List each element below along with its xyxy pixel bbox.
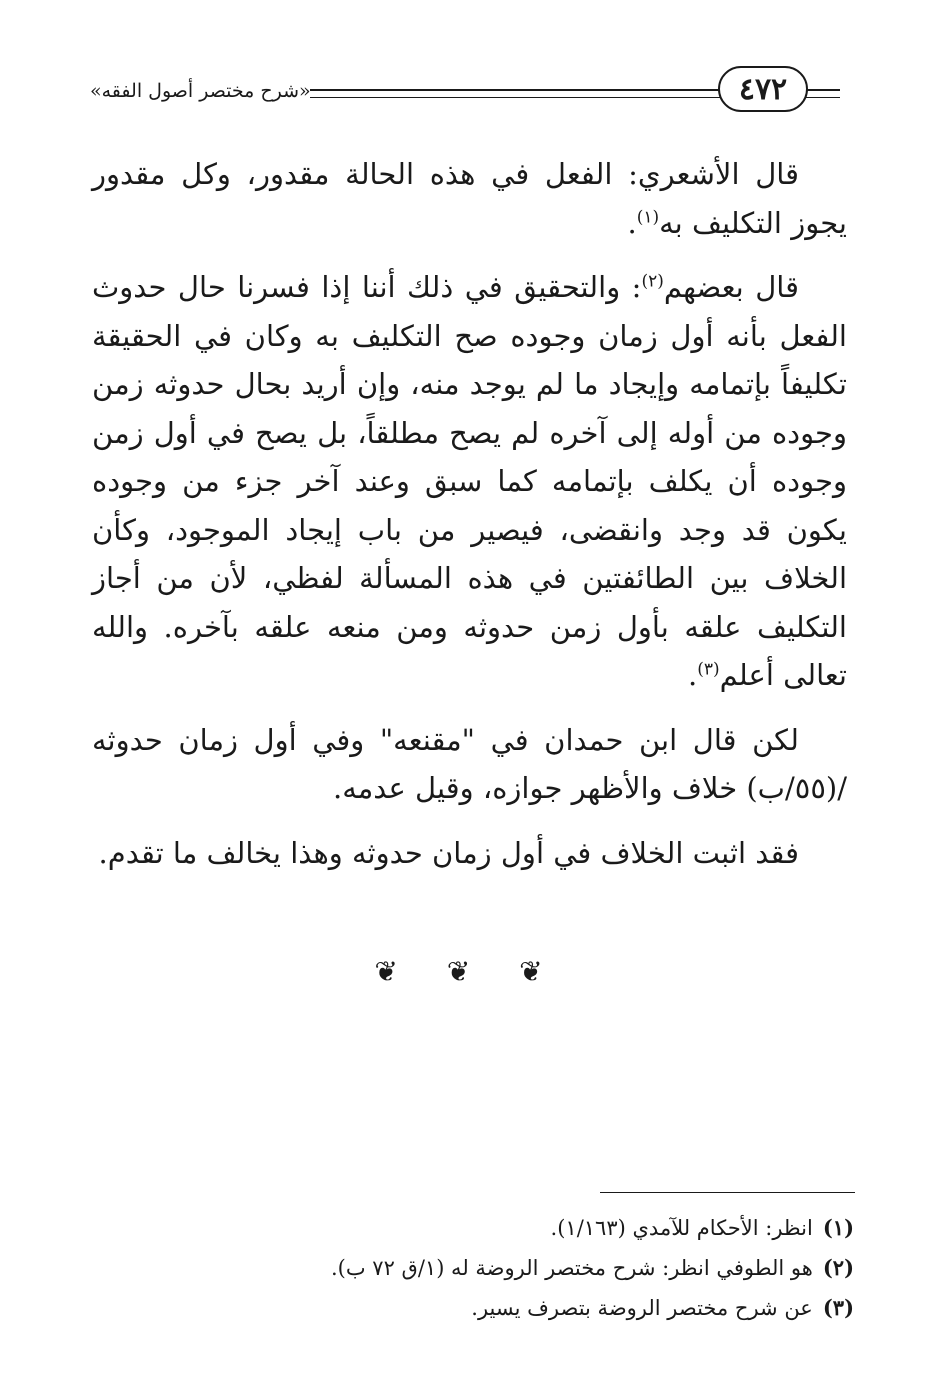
footnote-separator: [600, 1192, 855, 1193]
main-text: [92, 150, 847, 893]
paragraph-text: : والتحقيق في ذلك أننا إذا فسرنا حال حدوث الفعل بأنه أول زمان وجوده صح التكليف به وكان في الحقيقة تكليفاً بإتمامه وإيجاد ما لم يوجد منه، وإن أريد بحال حدوثه زمن وجوده من أوله إلى آخره لم يصح مطلقاً، بل يصح في أول زمن وجوده أن يكلف بإتمامه كما سبق وعند آخر جزء من وجوده يكون قد وجد وانقضى، فيصير من باب إيجاد الموجود، وكأن الخلاف بين الطائفتين في هذه المسألة لفظي، لأن من أجاز التكليف علقه بأول زمن حدوثه ومن منعه علقه بآخره. والله تعالى أعلم: [92, 270, 848, 692]
paragraph-text: فقد اثبت الخلاف في أول زمان حدوثه وهذا يخالف ما تقدم.: [98, 835, 799, 870]
footnotes: [92, 1208, 854, 1328]
running-title: «شرح مختصر أصول الفقه»: [90, 80, 311, 102]
footnote-ref-2: (٢): [641, 271, 664, 292]
paragraph-2: [92, 263, 847, 700]
paragraph-4: [92, 829, 847, 878]
paragraph-text: .: [687, 658, 698, 692]
footnote-text: هو الطوفي انظر: شرح مختصر الروضة له (١/ق ٧٢ ب).: [330, 1256, 813, 1280]
paragraph-text: .: [627, 205, 637, 240]
paragraph-text: لكن قال ابن حمدان في "مقنعه" وفي أول زمان حدوثه /(٥٥/ب) خلاف والأظهر جوازه، وقيل عدمه.: [92, 722, 847, 805]
paragraph-3: [92, 716, 847, 813]
page-number: ٤٧٢: [718, 66, 808, 112]
header-rule-right: [806, 89, 840, 98]
paragraph-text: قال الأشعري: الفعل في هذه الحالة مقدور، وكل مقدور يجوز التكليف به: [92, 157, 847, 240]
footnote-text: انظر: الأحكام للآمدي (١/١٦٣).: [550, 1216, 813, 1240]
section-ornament-icon: ❦ ❦ ❦: [374, 955, 563, 988]
paragraph-text: قال بعضهم: [663, 270, 799, 304]
footnote-number: (٢): [822, 1255, 854, 1280]
paragraph-1: [92, 150, 847, 247]
footnote-2: [92, 1248, 854, 1288]
footnote-number: (١): [822, 1215, 854, 1240]
header-rule-left: [310, 89, 722, 98]
page-header: [80, 62, 840, 122]
footnote-number: (٣): [822, 1295, 854, 1320]
footnote-text: عن شرح مختصر الروضة بتصرف يسير.: [471, 1296, 813, 1320]
footnote-ref-1: (١): [636, 206, 660, 227]
footnote-1: [92, 1208, 854, 1248]
footnote-3: [92, 1288, 854, 1328]
footnote-ref-3: (٣): [697, 659, 720, 680]
